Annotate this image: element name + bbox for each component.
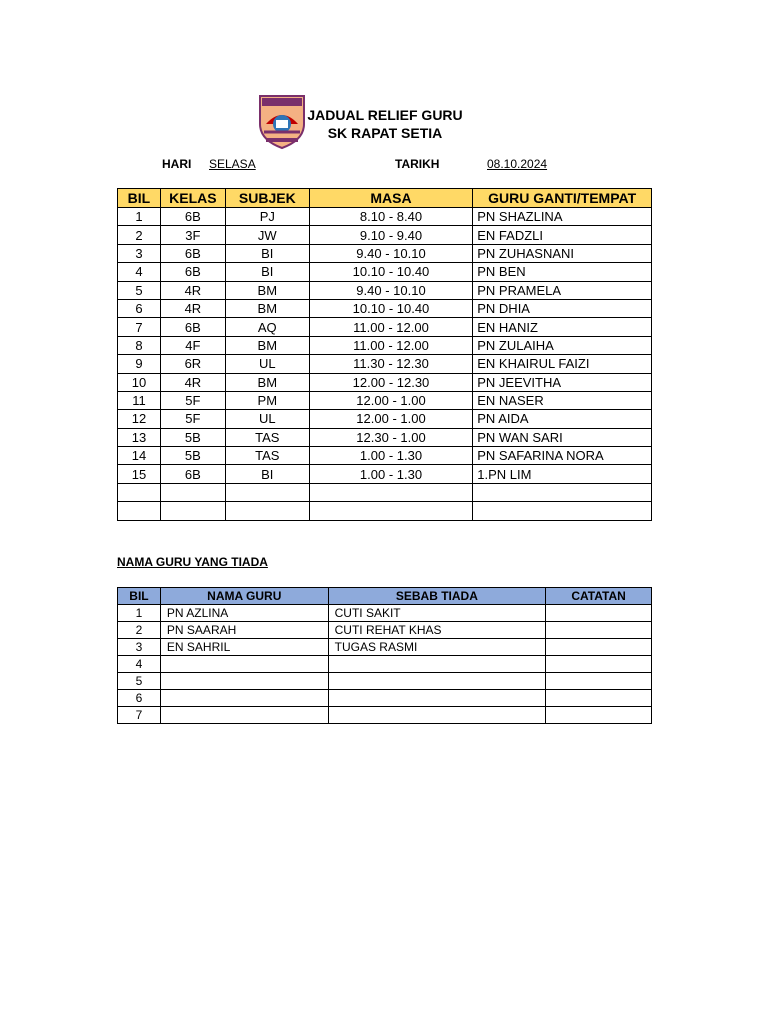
table-cell: 12.00 - 1.00 (309, 410, 473, 428)
table-cell: 4R (160, 373, 225, 391)
table-cell (473, 502, 652, 520)
table-cell: 4 (118, 656, 161, 673)
table-cell: 10.10 - 10.40 (309, 299, 473, 317)
table-cell: 5F (160, 410, 225, 428)
table-cell (546, 639, 652, 656)
table-cell: 6B (160, 208, 225, 226)
table-cell (546, 707, 652, 724)
relief-table-row (118, 336, 652, 354)
table-cell: CUTI SAKIT (328, 605, 546, 622)
table-cell: 3 (118, 639, 161, 656)
table-cell: 14 (118, 447, 161, 465)
table-cell: 6B (160, 263, 225, 281)
table-cell (160, 502, 225, 520)
table-cell: 11.00 - 12.00 (309, 318, 473, 336)
relief-table-row (118, 465, 652, 483)
table-cell: JW (225, 226, 309, 244)
absent-table-row (118, 690, 652, 707)
table-cell: 5B (160, 428, 225, 446)
absent-table-row (118, 622, 652, 639)
table-cell: PN SAARAH (160, 622, 328, 639)
table-cell (328, 673, 546, 690)
table-cell: 6B (160, 318, 225, 336)
hari-value: SELASA (209, 157, 256, 171)
table-cell: PN PRAMELA (473, 281, 652, 299)
table-cell: 9 (118, 355, 161, 373)
table-cell: UL (225, 410, 309, 428)
table-cell: BM (225, 336, 309, 354)
table-cell: PN DHIA (473, 299, 652, 317)
table-cell: EN KHAIRUL FAIZI (473, 355, 652, 373)
table-cell: PN JEEVITHA (473, 373, 652, 391)
absent-table-row (118, 656, 652, 673)
table-cell: 3F (160, 226, 225, 244)
relief-table (117, 188, 652, 521)
table-cell: 9.40 - 10.10 (309, 244, 473, 262)
table-cell: TAS (225, 447, 309, 465)
table-cell: 2 (118, 226, 161, 244)
column-header: GURU GANTI/TEMPAT (473, 189, 652, 208)
table-cell: EN HANIZ (473, 318, 652, 336)
table-cell: 11.00 - 12.00 (309, 336, 473, 354)
column-header: SUBJEK (225, 189, 309, 208)
table-cell: PN WAN SARI (473, 428, 652, 446)
table-cell: 2 (118, 622, 161, 639)
relief-table-row (118, 226, 652, 244)
table-cell (328, 707, 546, 724)
school-crest-logo (258, 94, 306, 150)
table-cell: 5F (160, 391, 225, 409)
table-cell (160, 673, 328, 690)
absent-table-row (118, 707, 652, 724)
table-cell: 12.30 - 1.00 (309, 428, 473, 446)
table-cell: 10.10 - 10.40 (309, 263, 473, 281)
column-header: BIL (118, 588, 161, 605)
absent-teachers-table (117, 587, 652, 724)
hari-label: HARI (162, 157, 192, 171)
column-header: BIL (118, 189, 161, 208)
table-cell: EN FADZLI (473, 226, 652, 244)
table-cell (546, 673, 652, 690)
title-line-2: SK RAPAT SETIA (327, 125, 443, 141)
relief-table-row (118, 208, 652, 226)
table-cell: BI (225, 263, 309, 281)
table-cell: 7 (118, 707, 161, 724)
relief-table-row (118, 391, 652, 409)
table-cell: EN NASER (473, 391, 652, 409)
column-header: MASA (309, 189, 473, 208)
table-cell: PN ZULAIHA (473, 336, 652, 354)
table-cell: BM (225, 373, 309, 391)
table-cell (309, 502, 473, 520)
absent-table-header (118, 588, 652, 605)
table-cell: 9.40 - 10.10 (309, 281, 473, 299)
column-header: NAMA GURU (160, 588, 328, 605)
column-header: SEBAB TIADA (328, 588, 546, 605)
table-cell (225, 483, 309, 501)
absent-table-row (118, 639, 652, 656)
column-header: KELAS (160, 189, 225, 208)
table-cell: PN BEN (473, 263, 652, 281)
table-cell: PN ZUHASNANI (473, 244, 652, 262)
table-cell: 1 (118, 605, 161, 622)
table-cell: 5 (118, 673, 161, 690)
table-cell: 6 (118, 299, 161, 317)
absent-section-heading: NAMA GURU YANG TIADA (117, 555, 268, 569)
title-line-1: JADUAL RELIEF GURU (307, 107, 463, 123)
table-cell: 4R (160, 281, 225, 299)
relief-table-row (118, 318, 652, 336)
table-cell: 6R (160, 355, 225, 373)
table-cell: 10 (118, 373, 161, 391)
table-cell (473, 483, 652, 501)
absent-table-row (118, 673, 652, 690)
table-cell (118, 483, 161, 501)
table-cell (328, 690, 546, 707)
table-cell: 11 (118, 391, 161, 409)
relief-table-row (118, 244, 652, 262)
table-cell (309, 483, 473, 501)
document-title (300, 106, 470, 142)
relief-table-row (118, 502, 652, 520)
table-cell (118, 502, 161, 520)
table-cell: PN SHAZLINA (473, 208, 652, 226)
table-cell: 6B (160, 465, 225, 483)
table-cell: 13 (118, 428, 161, 446)
table-cell: 12.00 - 1.00 (309, 391, 473, 409)
table-cell: 15 (118, 465, 161, 483)
table-cell: PJ (225, 208, 309, 226)
tarikh-value: 08.10.2024 (487, 157, 548, 171)
table-cell: 9.10 - 9.40 (309, 226, 473, 244)
relief-table-row (118, 281, 652, 299)
table-cell (160, 656, 328, 673)
table-cell (546, 656, 652, 673)
absent-table-row (118, 605, 652, 622)
table-cell: BM (225, 299, 309, 317)
relief-table-header (118, 189, 652, 208)
table-cell: TAS (225, 428, 309, 446)
relief-table-row (118, 299, 652, 317)
table-cell (546, 690, 652, 707)
table-cell: PN SAFARINA NORA (473, 447, 652, 465)
table-cell: BI (225, 244, 309, 262)
table-cell: 12.00 - 12.30 (309, 373, 473, 391)
relief-table-row (118, 263, 652, 281)
relief-table-row (118, 483, 652, 501)
table-cell: CUTI REHAT KHAS (328, 622, 546, 639)
table-cell: 4 (118, 263, 161, 281)
table-cell: 7 (118, 318, 161, 336)
table-cell (225, 502, 309, 520)
table-cell (160, 483, 225, 501)
table-cell: 11.30 - 12.30 (309, 355, 473, 373)
table-cell: 8 (118, 336, 161, 354)
table-cell: TUGAS RASMI (328, 639, 546, 656)
table-cell (160, 707, 328, 724)
table-cell: 1 (118, 208, 161, 226)
table-cell: 1.00 - 1.30 (309, 447, 473, 465)
table-cell: PN AIDA (473, 410, 652, 428)
table-cell: BI (225, 465, 309, 483)
table-cell (160, 690, 328, 707)
tarikh-label: TARIKH (395, 157, 440, 171)
table-cell: EN SAHRIL (160, 639, 328, 656)
table-cell: 8.10 - 8.40 (309, 208, 473, 226)
relief-table-row (118, 355, 652, 373)
table-cell: 4F (160, 336, 225, 354)
table-cell: 5B (160, 447, 225, 465)
column-header: CATATAN (546, 588, 652, 605)
relief-table-row (118, 447, 652, 465)
table-cell: 5 (118, 281, 161, 299)
table-cell: 1.PN LIM (473, 465, 652, 483)
relief-table-row (118, 428, 652, 446)
table-cell: BM (225, 281, 309, 299)
table-cell: UL (225, 355, 309, 373)
table-cell: 6B (160, 244, 225, 262)
table-cell (546, 622, 652, 639)
table-cell: 4R (160, 299, 225, 317)
table-cell: 1.00 - 1.30 (309, 465, 473, 483)
table-cell: 6 (118, 690, 161, 707)
table-cell: PN AZLINA (160, 605, 328, 622)
table-cell (546, 605, 652, 622)
table-cell: AQ (225, 318, 309, 336)
table-cell (328, 656, 546, 673)
relief-table-row (118, 410, 652, 428)
table-cell: 12 (118, 410, 161, 428)
relief-table-row (118, 373, 652, 391)
table-cell: PM (225, 391, 309, 409)
table-cell: 3 (118, 244, 161, 262)
